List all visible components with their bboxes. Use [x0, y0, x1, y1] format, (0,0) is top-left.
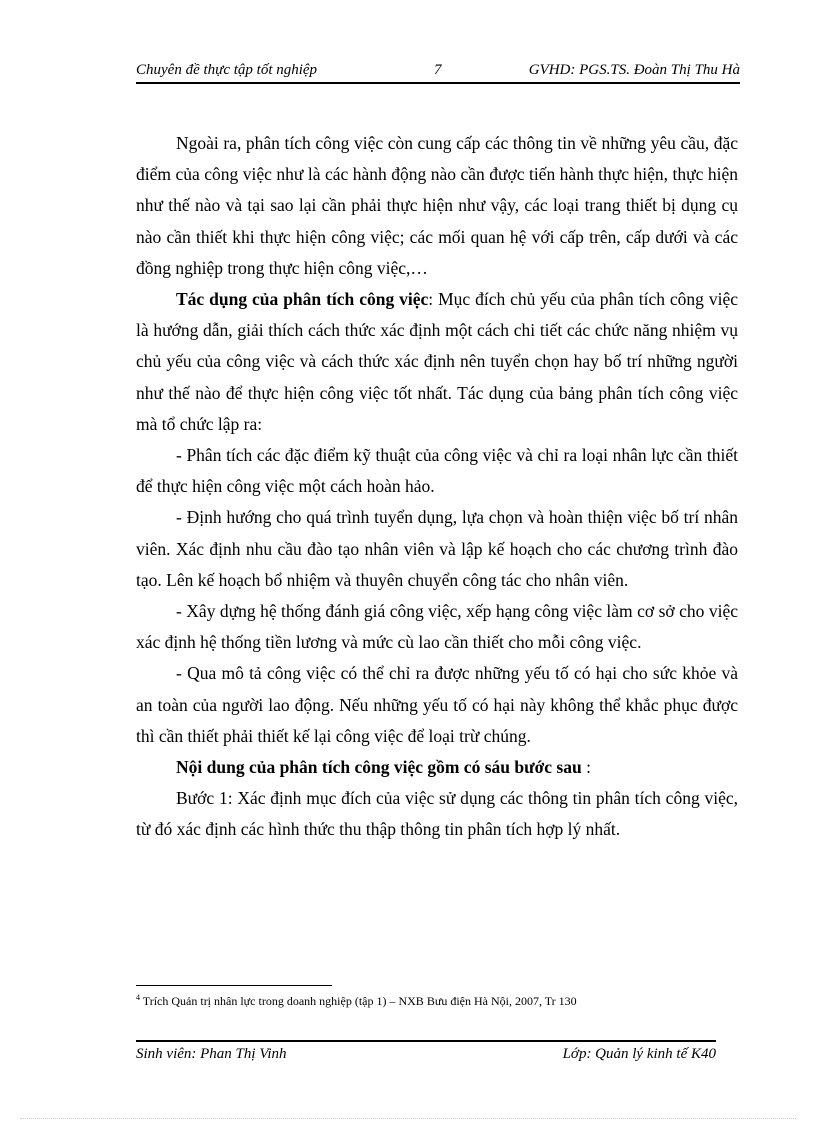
paragraph-intro: Ngoài ra, phân tích công việc còn cung cấp các thông tin về những yêu cầu, đặc điểm của công việc như là các hành động nào cần được tiến hành thực hiện, thực hiện như thế nào và tại sao lại cần phải thực hiện như vậy, các loại trang thiết bị dụng cụ nào cần thiết khi thực hiện công việc; các mối quan hệ với cấp trên, cấp dưới và các đồng nghiệp trong thực hiện công việc,… — [136, 133, 738, 278]
paragraph-effects-heading: Tác dụng của phân tích công việc — [176, 289, 429, 310]
footnote-marker: 4 — [136, 993, 140, 1002]
paragraph-effects — [136, 284, 738, 440]
footer-class: Lớp: Quản lý kinh tế K40 — [562, 1046, 716, 1062]
header-title: Chuyên đề thực tập tốt nghiệp — [136, 62, 318, 78]
paragraph-steps-heading: Nội dung của phân tích công việc gồm có sáu bước sau — [176, 757, 582, 778]
page-header — [136, 60, 740, 84]
paragraph-step-1: Bước 1: Xác định mục đích của việc sử dụng các thông tin phân tích công việc, từ đó xác định các hình thức thu thập thông tin phân tích hợp lý nhất. — [136, 788, 738, 840]
bullet-item: - Qua mô tả công việc có thể chỉ ra được những yếu tố có hại cho sức khỏe và an toàn của người lao động. Nếu những yếu tố có hại này không thể khắc phục được thì cần thiết phải thiết kế lại công việc để loại trừ chúng. — [136, 663, 738, 746]
page-edge-divider — [20, 1118, 796, 1119]
document-body — [136, 128, 738, 846]
footnote-text: Trích Quản trị nhân lực trong doanh nghiệp (tập 1) – NXB Bưu điện Hà Nội, 2007, Tr 130 — [142, 994, 577, 1008]
paragraph-steps-colon: : — [581, 757, 591, 778]
footnote-divider — [136, 985, 332, 986]
header-supervisor: GVHD: PGS.TS. Đoàn Thị Thu Hà — [528, 62, 740, 78]
footnote — [136, 993, 577, 1009]
paragraph-effects-text: : Mục đích chủ yếu của phân tích công việc là hướng dẫn, giải thích cách thức xác định một cách chi tiết các chức năng nhiệm vụ chủ yếu của công việc và cách thức xác định nên tuyển chọn hay bố trí những người như thế nào để thực hiện công việc tốt nhất. Tác dụng của bảng phân tích công việc mà tổ chức lập ra: — [136, 289, 738, 434]
bullet-item: - Xây dựng hệ thống đánh giá công việc, xếp hạng công việc làm cơ sở cho việc xác định hệ thống tiền lương và mức cù lao cần thiết cho mỗi công việc. — [136, 601, 738, 653]
page-number: 7 — [434, 62, 442, 78]
footer-divider — [136, 1040, 716, 1042]
bullet-item: - Phân tích các đặc điểm kỹ thuật của công việc và chỉ ra loại nhân lực cần thiết để thực hiện công việc một cách hoàn hảo. — [136, 445, 738, 497]
bullet-item: - Định hướng cho quá trình tuyển dụng, lựa chọn và hoàn thiện việc bố trí nhân viên. Xác định nhu cầu đào tạo nhân viên và lập kế hoạch cho các chương trình đào tạo. Lên kế hoạch bổ nhiệm và thuyên chuyển công tác cho nhân viên. — [136, 507, 738, 590]
paragraph-steps — [136, 752, 738, 783]
footer-student: Sinh viên: Phan Thị Vinh — [136, 1046, 287, 1062]
